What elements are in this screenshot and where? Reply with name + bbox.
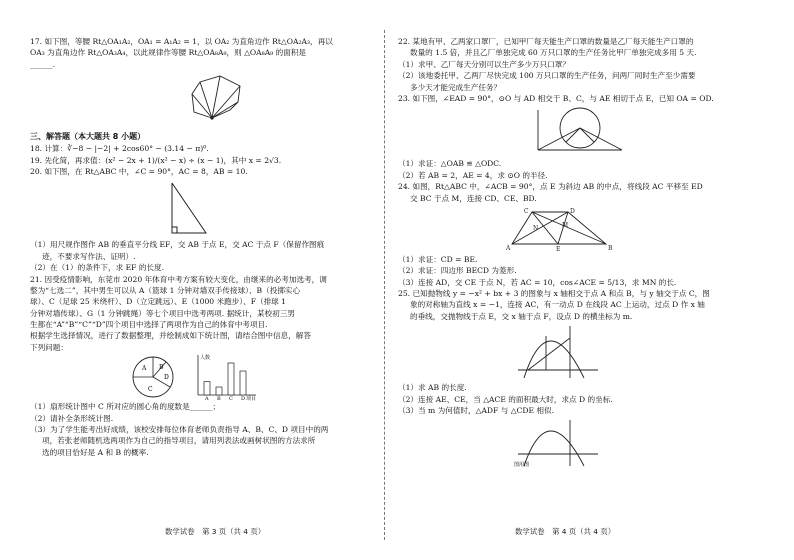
q23-part: （1）求证：△OAB ≌ △ODC. bbox=[398, 159, 502, 169]
q24-label-a: A bbox=[506, 244, 511, 252]
q25-part: （1）求 AB 的长度. bbox=[398, 383, 467, 393]
bar-b bbox=[216, 387, 222, 395]
q24-label-c: C bbox=[524, 207, 529, 215]
q24-part: （2）求证：四边形 BECD 为菱形. bbox=[398, 266, 517, 276]
q21-part: （2）请补全条形统计图. bbox=[30, 413, 114, 423]
q25-line: 的垂线，交抛物线于点 E，交 x 轴于点 F，设点 D 的横坐标为 m. bbox=[410, 311, 633, 321]
left-page bbox=[30, 36, 370, 458]
q23-stem: 23. 如下图，∠EAD = 90°，⊙O 与 AD 相交于 B、C，与 AE 相切于点 E，已知 OA = OD. bbox=[398, 93, 714, 103]
pie-label-b: B bbox=[159, 364, 164, 372]
pie-label-c: C bbox=[148, 386, 153, 394]
bar-tick-c: C bbox=[229, 396, 233, 402]
q24-part: （1）求证：CD = BE. bbox=[398, 254, 478, 264]
q24-label-m: M bbox=[562, 221, 569, 229]
q21-bar-chart bbox=[190, 353, 260, 401]
q25-part: （2）连接 AE、CE，当 △ACE 的面积最大时，求点 D 的坐标. bbox=[398, 394, 613, 404]
q24-label-d: D bbox=[570, 207, 575, 215]
q22-line: 多少天才能完成生产任务？ bbox=[410, 82, 502, 92]
q25-spare-figure bbox=[398, 418, 762, 468]
pie-label-a: A bbox=[142, 365, 147, 373]
q21-line: 下列问题： bbox=[30, 342, 68, 352]
q24-stem1: 24. 如图，Rt△ABC 中，∠ACB = 90°，点 E 为斜边 AB 的中点，将线段 AC 平移至 ED bbox=[398, 182, 703, 192]
section3-title: 三、解答题（本大题共 8 小题） bbox=[30, 132, 146, 142]
q17-line3: ______. bbox=[30, 59, 56, 69]
q25-line: 象的对称轴为直线 x = −1，连接 AC，有一动点 D 在线段 AC 上运动，过点 D 作 x 轴 bbox=[410, 300, 705, 310]
bar-axis-label: 人数 bbox=[200, 355, 211, 362]
q17-line1: 17. 如下图，等腰 Rt△OA₁A₂，OA₁ = A₁A₂ = 1，以 OA₂ 为直角边作 Rt△OA₂A₃，再以 bbox=[30, 37, 333, 46]
q21-line: 分钟对墙传球）、G（1 分钟跳绳）等七个项目中选考两项. 据统计，某校初三男 bbox=[30, 308, 295, 318]
right-page-footer: 数学试卷 第 4 页（共 4 页） bbox=[515, 527, 616, 536]
q22-line: 数量的 1.5 倍，并且乙厂单独完成 60 万只口罩的生产任务比甲厂单独完成多用 5 天. bbox=[410, 48, 697, 58]
q24-rhombus-figure bbox=[398, 206, 762, 252]
q18: 18. 计算：∛−8 − |−2| + 2cos60° − (3.14 − π)⁰. bbox=[30, 144, 209, 154]
q19: 19. 先化简，再求值：(x² − 2x + 1)/(x² − x) ÷ (x − 1)，其中 x = 2√3. bbox=[30, 155, 282, 165]
q21-part: 项，若张老师随机选两项作为自己的指导项目，请用列表法或画树状图的方法求所 bbox=[42, 436, 316, 446]
q22-line: （2）该地委托甲、乙两厂尽快完成 100 万只口罩的生产任务，问两厂同时生产至少需要 bbox=[398, 71, 696, 81]
q24-label-e: E bbox=[556, 245, 561, 252]
q25-part: （3）当 m 为何值时，△ADF 与 △CDE 相似. bbox=[398, 406, 555, 416]
q25-fig-caption: 图用图 bbox=[514, 462, 530, 469]
bar-tick-b: B bbox=[217, 396, 221, 402]
q24-label-n: N bbox=[533, 224, 539, 232]
page-divider bbox=[384, 30, 385, 540]
bar-a bbox=[204, 382, 210, 395]
bar-cat-label: 项目 bbox=[246, 396, 257, 402]
pie-label-d: D bbox=[164, 374, 169, 382]
q17-line2: OA₃ 为直角边作 Rt△OA₃A₄，以此规律作等腰 Rt△OA₈A₉，则 △OA₈A₉ 的面积是 bbox=[30, 48, 307, 58]
right-page bbox=[398, 36, 762, 470]
left-page-footer: 数学试卷 第 3 页（共 4 页） bbox=[165, 527, 266, 536]
q21-line: 根据学生选择情况，进行了数据整理，并绘制成如下统计图，请结合图中信息，解答 bbox=[30, 331, 311, 341]
q23-part: （2）若 AB = 2，AE = 4，求 ⊙O 的半径. bbox=[398, 170, 548, 180]
q21-line: 球）、C（足球 25 米绕杆）、D（立定跳远）、E（1000 米跑步）、F（排球 1 bbox=[30, 297, 287, 307]
q20-triangle-figure bbox=[30, 179, 370, 237]
q21-line: 21. 因受疫情影响，东莞市 2020 年体育中考方案有较大变化，由继来的必考加选考，调 bbox=[30, 274, 327, 284]
q24-part: （3）连接 AD，交 CE 于点 N，若 AC = 10，cos∠ACE = 5/13，求 MN 的长. bbox=[398, 277, 677, 287]
q21-charts bbox=[30, 353, 370, 401]
q21-part: （3）为了学生能考出好成绩，该校安排每位体育老师负责指导 A、B、C、D 项目中的两 bbox=[30, 425, 329, 435]
q21-line: 整为“七选二”，其中男生可以从 A（篮球 1 分钟对墙双手传接球）、B（投掷实心 bbox=[30, 285, 301, 295]
q21-part: 选的项目恰好是 A 和 B 的概率. bbox=[42, 447, 149, 457]
q24-stem2: 交 BC 于点 M，连接 CD、CE、BD. bbox=[410, 193, 537, 203]
q25-parabola-figure bbox=[398, 324, 762, 380]
bar-tick-d: D bbox=[241, 396, 246, 402]
q21-line: 生都在“A”“B”“C”“D”四个项目中选择了两项作为自己的体育中考项目. bbox=[30, 320, 268, 330]
q22-line: 22. 某地有甲、乙两家口罩厂，已知甲厂每天能生产口罩的数量是乙厂每天能生产口罩的 bbox=[398, 37, 694, 46]
bar-c bbox=[228, 363, 234, 395]
q17-spiral-figure bbox=[30, 72, 370, 128]
q23-circle-figure bbox=[398, 106, 762, 156]
bar-d bbox=[240, 371, 246, 395]
q20-part1b: 迹，不要求写作法、证明）. bbox=[42, 251, 136, 261]
q21-part: （1）扇形统计图中 C 所对应的圆心角的度数是______； bbox=[30, 402, 221, 412]
bar-tick-a: A bbox=[205, 396, 209, 402]
q21-pie-chart bbox=[126, 353, 180, 401]
q22-line: （1）求甲、乙厂每天分别可以生产多少万只口罩？ bbox=[398, 59, 570, 69]
q20-part2: （2）在（1）的条件下，求 EF 的长度. bbox=[30, 263, 165, 273]
q20-part1a: （1）用尺规作图作 AB 的垂直平分线 EF，交 AB 于点 E，交 AC 于点 F（保留作图痕 bbox=[30, 240, 325, 250]
q20-stem: 20. 如下图，在 Rt△ABC 中，∠C = 90°，AC = 8，AB = 10. bbox=[30, 166, 248, 176]
q25-line: 25. 已知抛物线 y = −x² + bx + 3 的图象与 x 轴相交于点 A 和点 B，与 y 轴交于点 C，图 bbox=[398, 289, 710, 299]
q24-label-b: B bbox=[608, 244, 613, 252]
